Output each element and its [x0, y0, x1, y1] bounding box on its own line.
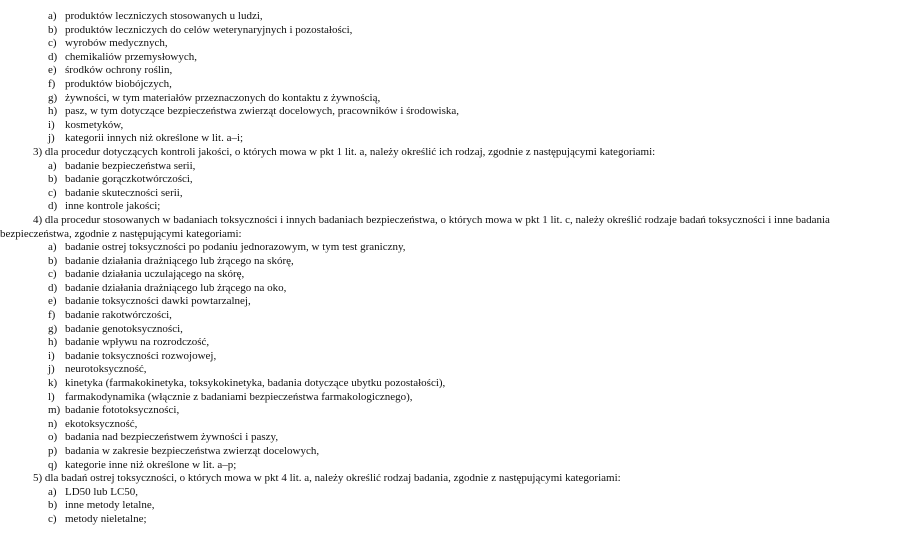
list-item-marker: q)	[48, 458, 58, 471]
list-item	[0, 350, 902, 364]
list-item-marker: b)	[48, 23, 58, 36]
list-item	[0, 282, 902, 296]
list-item	[0, 255, 902, 269]
list-item-marker: o)	[48, 431, 58, 444]
list-item-marker: b)	[48, 254, 58, 267]
list-item-text: kosmetyków,	[65, 118, 124, 131]
list-item-marker: h)	[48, 336, 58, 349]
list-item-text: środków ochrony roślin,	[65, 64, 173, 77]
list-item	[0, 64, 902, 78]
list-item-marker: e)	[48, 295, 57, 308]
list-item-marker: i)	[48, 118, 55, 131]
list-item-text: badanie ostrej toksyczności po podaniu jednorazowym, w tym test graniczny,	[65, 241, 406, 254]
list-item	[0, 391, 902, 405]
list-item-marker: g)	[48, 91, 58, 104]
list-item-text: badanie toksyczności dawki powtarzalnej,	[65, 295, 251, 308]
list-item	[0, 336, 902, 350]
list-item	[0, 105, 902, 119]
list-item	[0, 187, 902, 201]
list-item-text: badanie działania uczulającego na skórę,	[65, 268, 245, 281]
list-item-text: badania nad bezpieczeństwem żywności i paszy,	[65, 431, 279, 444]
list-item-marker: i)	[48, 349, 55, 362]
list-item-marker: j)	[48, 132, 55, 145]
list-item	[0, 418, 902, 432]
list-item	[0, 92, 902, 106]
list-item-marker: e)	[48, 64, 57, 77]
list-item-marker: d)	[48, 281, 58, 294]
list-item-marker: a)	[48, 241, 57, 254]
list-item-text: metody nieletalne;	[65, 512, 147, 525]
list-item	[0, 160, 902, 174]
list-item	[0, 78, 902, 92]
list-item	[0, 323, 902, 337]
list-item	[0, 499, 902, 513]
list-item-text: produktów biobójczych,	[65, 77, 172, 90]
list-item-text: żywności, w tym materiałów przeznaczonych do kontaktu z żywnością,	[65, 91, 381, 104]
list-item-text: produktów leczniczych stosowanych u ludzi,	[65, 10, 263, 22]
list-item-text: LD50 lub LC50,	[65, 485, 139, 498]
list-item-text: kategorii innych niż określone w lit. a–i;	[65, 132, 244, 145]
list-item-text: farmakodynamika (włącznie z badaniami bezpieczeństwa farmakologicznego),	[65, 390, 413, 403]
list-item	[0, 363, 902, 377]
list-item-marker: b)	[48, 173, 58, 186]
list-item-marker: l)	[48, 390, 55, 403]
list-item	[0, 24, 902, 38]
list-item-text: wyrobów medycznych,	[65, 37, 168, 50]
list-item-text: badanie gorączkotwórczości,	[65, 173, 193, 186]
list-item	[0, 309, 902, 323]
list-item	[0, 268, 902, 282]
list-item-marker: n)	[48, 417, 58, 430]
list-item-marker: f)	[48, 77, 56, 90]
list-item	[0, 37, 902, 51]
list-item	[0, 51, 902, 65]
list-item	[0, 200, 902, 214]
list-item-marker: f)	[48, 309, 56, 322]
list-item-text: badanie rakotwórczości,	[65, 309, 172, 322]
list-item-text: badanie fototoksyczności,	[65, 404, 180, 417]
list-item	[0, 173, 902, 187]
list-item	[0, 513, 902, 527]
list-item-marker: d)	[48, 50, 58, 63]
list-item	[0, 431, 902, 445]
list-item-text: produktów leczniczych do celów weterynaryjnych i pozostałości,	[65, 23, 353, 36]
list-item-text: kinetyka (farmakokinetyka, toksykokinetyka, badania dotyczące ubytku pozostałości),	[65, 377, 446, 390]
list-item-text: chemikaliów przemysłowych,	[65, 50, 197, 63]
document-body	[0, 10, 902, 527]
list-item-text: inne metody letalne,	[65, 499, 155, 512]
list-item-text: badanie wpływu na rozrodczość,	[65, 336, 210, 349]
list-item-text: pasz, w tym dotyczące bezpieczeństwa zwierząt docelowych, pracowników i środowiska,	[65, 105, 460, 118]
list-item-marker: c)	[48, 186, 57, 199]
list-item-marker: c)	[48, 37, 57, 50]
list-item	[0, 241, 902, 255]
list-item-marker: j)	[48, 363, 55, 376]
list-item-text: neurotoksyczność,	[65, 363, 147, 376]
list-item	[0, 486, 902, 500]
list-item	[0, 295, 902, 309]
list-item-text: badanie działania drażniącego lub żrącego na skórę,	[65, 254, 294, 267]
list-item-marker: a)	[48, 485, 57, 498]
list-item	[0, 377, 902, 391]
list-item	[0, 445, 902, 459]
list-item-text: badanie toksyczności rozwojowej,	[65, 349, 217, 362]
list-item	[0, 459, 902, 473]
list-item-text: badanie skuteczności serii,	[65, 186, 183, 199]
numbered-point: 4) dla procedur stosowanych w badaniach toksyczności i innych badaniach bezpieczeństwa, o których mowa w pkt 1 lit. c, należy określić rodzaje badań toksyczności i inne badania bezpieczeństwa, zgodnie z następującymi kategoriami:	[0, 213, 830, 240]
list-item-text: badanie genotoksyczności,	[65, 322, 183, 335]
list-item-marker: d)	[48, 200, 58, 213]
list-item-text: ekotoksyczność,	[65, 417, 138, 430]
list-item-marker: g)	[48, 322, 58, 335]
list-item-marker: k)	[48, 377, 58, 390]
numbered-point: 3) dla procedur dotyczących kontroli jakości, o których mowa w pkt 1 lit. a, należy określić ich rodzaj, zgodnie z następującymi kategoriami:	[33, 145, 656, 158]
list-item-marker: m)	[48, 404, 61, 417]
list-item	[0, 132, 902, 146]
list-item-text: kategorie inne niż określone w lit. a–p;	[65, 458, 237, 471]
list-item-marker: a)	[48, 10, 57, 22]
list-item-marker: c)	[48, 512, 57, 525]
list-item-text: badanie bezpieczeństwa serii,	[65, 159, 196, 172]
list-item-marker: h)	[48, 105, 58, 118]
list-item-marker: p)	[48, 445, 58, 457]
list-item	[0, 10, 902, 24]
list-item	[0, 119, 902, 133]
list-item-marker: c)	[48, 268, 57, 281]
list-item-text: badania w zakresie bezpieczeństwa zwierząt docelowych,	[65, 445, 320, 457]
list-item-text: inne kontrole jakości;	[65, 200, 161, 213]
numbered-point: 5) dla badań ostrej toksyczności, o których mowa w pkt 4 lit. a, należy określić rodzaj badania, zgodnie z następującymi kategoriami:	[33, 472, 621, 485]
list-item-text: badanie działania drażniącego lub żrącego na oko,	[65, 281, 287, 294]
list-item-marker: b)	[48, 499, 58, 512]
list-item-marker: a)	[48, 159, 57, 172]
list-item	[0, 404, 902, 418]
